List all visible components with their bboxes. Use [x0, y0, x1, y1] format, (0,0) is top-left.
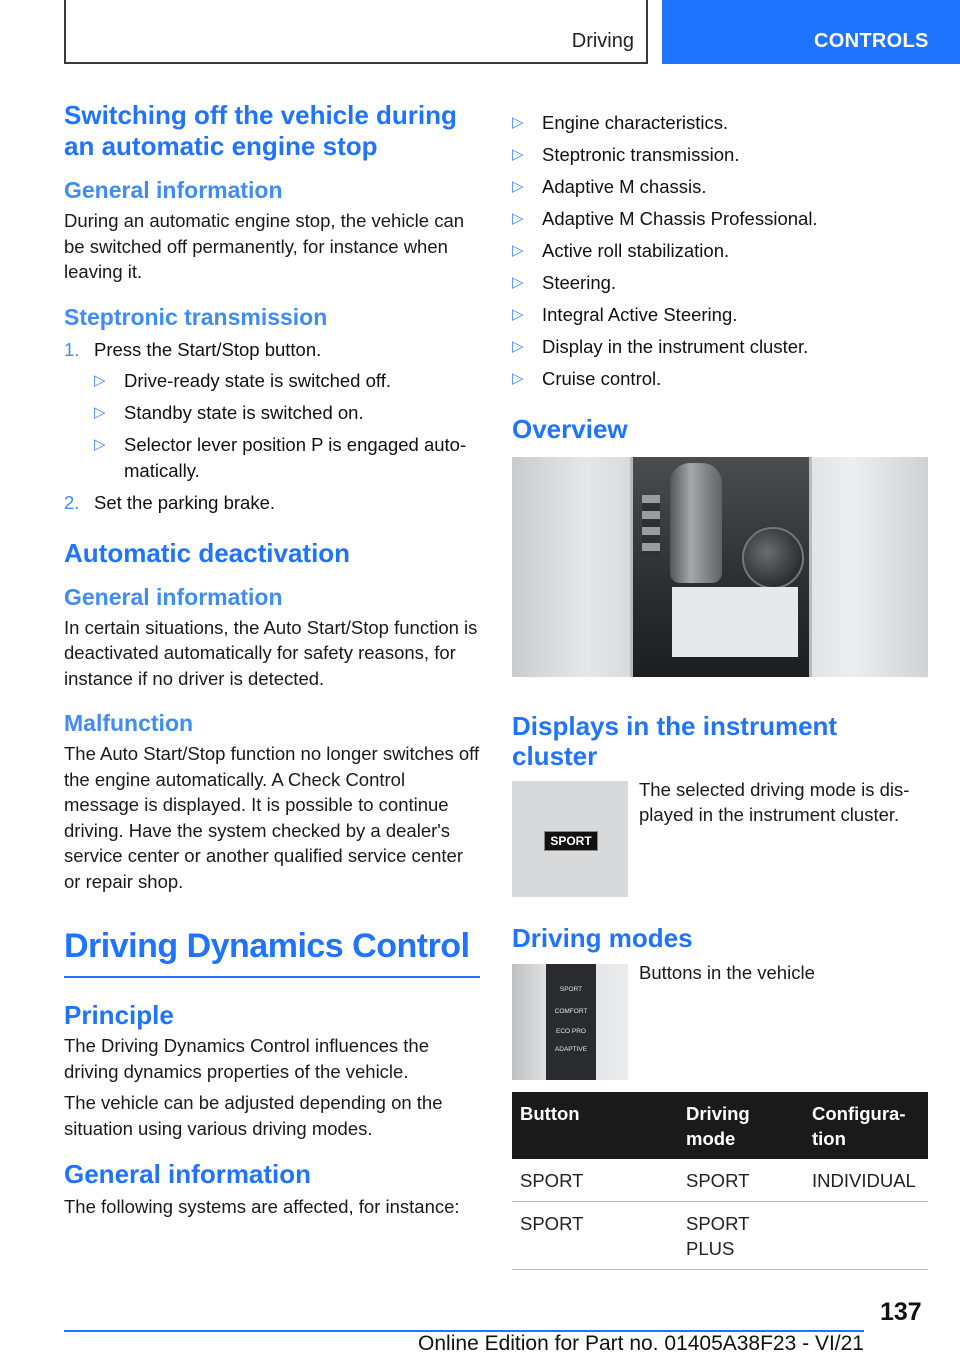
system-text: Engine characteristics.: [542, 112, 729, 133]
table-cell: INDIVIDUAL: [804, 1159, 928, 1202]
center-console-image: [512, 457, 928, 677]
triangle-right-icon: ▷: [94, 404, 106, 421]
malfunction-heading: Malfunction: [64, 710, 194, 736]
system-item: [512, 334, 928, 360]
mode-button-strip: [546, 964, 596, 1080]
sport-display-image: [512, 781, 628, 897]
system-text: Display in the instrument cluster.: [542, 336, 809, 357]
driving-modes-text: Buttons in the vehicle: [639, 961, 815, 983]
system-text: Adaptive M Chassis Professional.: [542, 208, 818, 229]
triangle-right-icon: ▷: [512, 306, 524, 323]
principle-heading: Principle: [64, 1000, 174, 1030]
triangle-right-icon: ▷: [94, 436, 106, 453]
triangle-right-icon: ▷: [512, 210, 524, 227]
table-header: Configuration: [804, 1092, 928, 1159]
system-item: [512, 302, 928, 328]
table-cell: SPORT: [512, 1201, 678, 1269]
general-info-text-3: The following systems are affected, for instance:: [64, 1196, 460, 1217]
system-text: Integral Active Steering.: [542, 304, 738, 325]
mode-button-label: ECO PRO: [556, 1027, 586, 1035]
triangle-right-icon: ▷: [512, 146, 524, 163]
header-chapter-tab: [662, 0, 960, 64]
system-text: Steering.: [542, 272, 617, 293]
general-info-heading-2: General information: [64, 583, 283, 610]
displays-row: [512, 778, 928, 897]
mode-button-label: SPORT: [559, 985, 583, 993]
sport-indicator: SPORT: [544, 831, 598, 851]
sub-bullet-item: [94, 400, 480, 426]
driving-modes-table: [512, 1092, 928, 1270]
triangle-right-icon: ▷: [512, 338, 524, 355]
displays-text: The selected driving mode is displayed in the instrument cluster.: [639, 778, 910, 825]
table-row: [512, 1159, 928, 1202]
steps-list: [64, 337, 480, 516]
step-number: 2.: [64, 492, 80, 513]
header-chapter-label: CONTROLS: [814, 30, 929, 52]
sub-bullet-item: [94, 368, 480, 394]
step-item: [64, 490, 480, 516]
system-item: [512, 238, 928, 264]
system-item: [512, 270, 928, 296]
overview-heading: Overview: [512, 413, 628, 444]
idrive-controller-knob: [742, 527, 804, 589]
sub-bullet-text: Selector lever position P is engaged automatically.: [124, 434, 467, 481]
sub-bullet-text: Drive-ready state is switched off.: [124, 370, 391, 391]
step-sublist: [94, 368, 480, 483]
triangle-right-icon: ▷: [512, 370, 524, 387]
table-cell: SPORT: [678, 1159, 804, 1202]
ddc-title-rule: [64, 976, 480, 978]
step-number: 1.: [64, 338, 80, 360]
system-item: [512, 110, 928, 136]
triangle-right-icon: ▷: [94, 372, 106, 389]
step-text: Set the parking brake.: [94, 492, 275, 513]
system-item: [512, 142, 928, 168]
system-item: [512, 174, 928, 200]
sub-bullet-text: Standby state is switched on.: [124, 402, 364, 423]
sub-bullet-item: [94, 432, 480, 483]
triangle-right-icon: ▷: [512, 274, 524, 291]
mode-button-label: ADAPTIVE: [554, 1045, 588, 1053]
table-cell: SPORT PLUS: [678, 1201, 804, 1269]
principle-text-2: The vehicle can be adjusted depending on the situation using various driving modes.: [64, 1092, 443, 1139]
steptronic-heading: Steptronic transmission: [64, 303, 328, 330]
table-cell: SPORT: [512, 1159, 678, 1202]
system-text: Cruise control.: [542, 368, 662, 389]
displays-heading: Displays in the instrument cluster: [512, 710, 838, 771]
left-column: [64, 100, 480, 1226]
triangle-right-icon: ▷: [512, 242, 524, 259]
auto-deactivation-heading: Automatic deactivation: [64, 537, 351, 568]
switching-off-heading: Switching off the vehicle during an automatic engine stop: [64, 100, 457, 161]
ddc-chapter-title: Driving Dynamics Control: [64, 927, 470, 965]
system-item: [512, 206, 928, 232]
system-text: Steptronic transmission.: [542, 144, 740, 165]
mode-button-label: COMFORT: [554, 1007, 588, 1015]
footer-edition-text: Online Edition for Part no. 01405A38F23 - VI/21: [418, 1332, 864, 1355]
principle-text-1: The Driving Dynamics Control influences the driving dynamics properties of the vehicle.: [64, 1035, 430, 1082]
console-storage-plate: [672, 587, 798, 657]
step-text: Press the Start/Stop button.: [94, 338, 322, 360]
right-column: [512, 104, 928, 1270]
triangle-right-icon: ▷: [512, 114, 524, 131]
table-header-row: [512, 1092, 928, 1159]
table-row: [512, 1201, 928, 1269]
page-number: 137: [880, 1298, 922, 1326]
system-item: [512, 366, 928, 392]
system-text: Adaptive M chassis.: [542, 176, 707, 197]
driving-modes-row: [512, 961, 928, 1080]
general-info-heading-3: General information: [64, 1159, 312, 1189]
general-info-text: During an automatic engine stop, the vehicle can be switched off permanently, for instance when leaving it.: [64, 210, 465, 282]
header-section-label: Driving: [571, 30, 634, 52]
system-text: Active roll stabilization.: [542, 240, 730, 261]
auto-deactivation-text: In certain situations, the Auto Start/Stop function is deactivated automatically for safety reasons, for instance if no driver is detected.: [64, 616, 478, 689]
affected-systems-list: [512, 110, 928, 392]
table-cell: [804, 1201, 928, 1269]
header-section-box: [64, 0, 648, 64]
malfunction-text: The Auto Start/Stop function no longer switches off the engine automatically. A Check Control message is displayed. It is possible to continue driving. Have the system checked by a dealer's service center or another qualified service center or repair shop.: [64, 743, 480, 892]
table-header: Driving mode: [678, 1092, 804, 1159]
mode-buttons-image: [512, 964, 628, 1080]
table-header: Button: [512, 1092, 678, 1159]
step-item: [64, 337, 480, 484]
console-button-stack: [642, 495, 660, 555]
driving-modes-heading: Driving modes: [512, 922, 693, 953]
gear-selector-lever: [670, 463, 722, 583]
triangle-right-icon: ▷: [512, 178, 524, 195]
general-info-heading: General information: [64, 177, 283, 203]
